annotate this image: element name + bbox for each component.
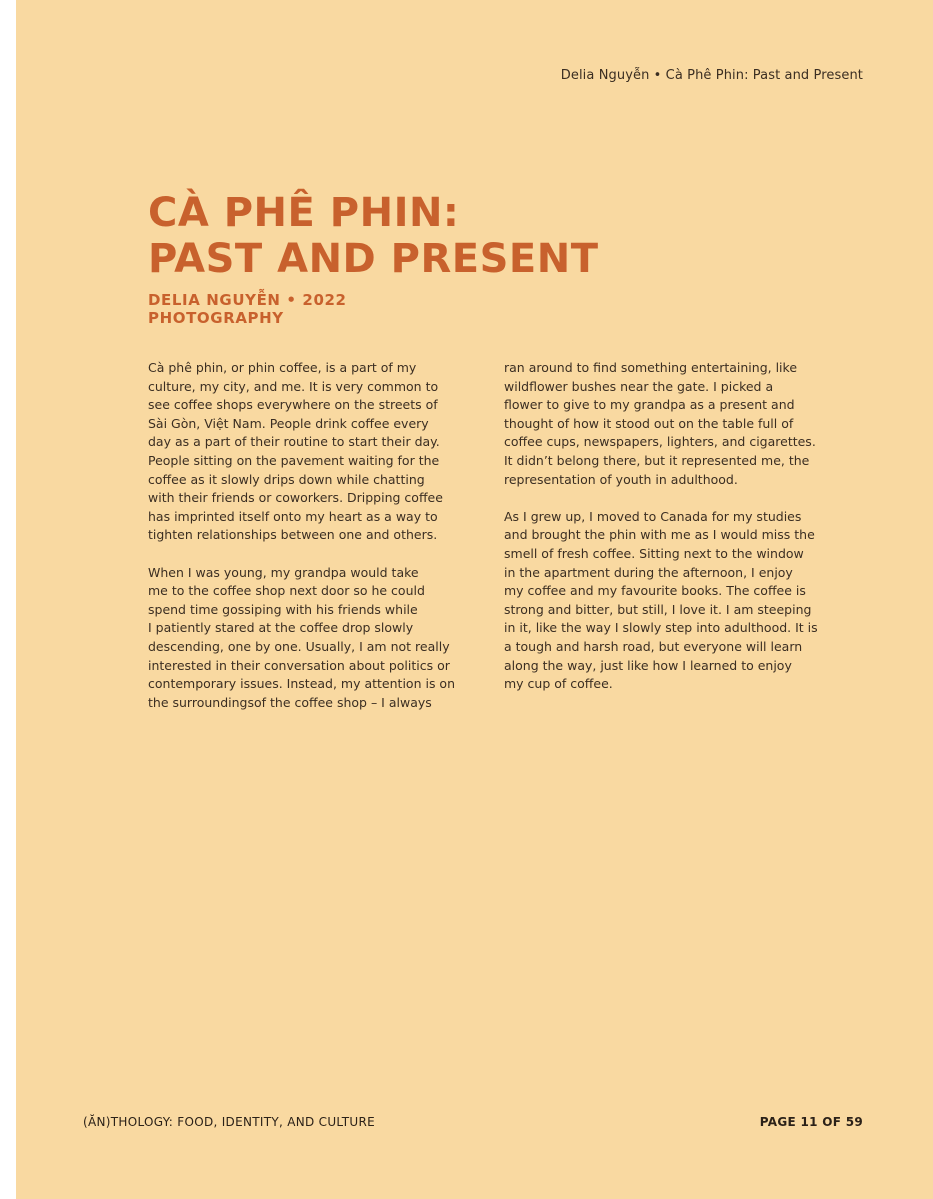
magazine-page [16,0,933,1199]
text-line: my coffee and my favourite books. The coffee is [504,583,806,599]
paragraph [504,508,818,694]
text-line: and brought the phin with me as I would miss the [504,527,815,543]
publication-footer: (ĂN)THOLOGY: FOOD, IDENTITY, AND CULTURE [83,1115,375,1129]
text-line: see coffee shops everywhere on the streets of [148,397,438,413]
paragraph [504,359,814,489]
text-line: wildflower bushes near the gate. I picked a [504,378,774,394]
text-line: As I grew up, I moved to Canada for my studies [504,508,802,524]
text-line: spend time gossiping with his friends while [148,601,418,617]
byline-category: PHOTOGRAPHY [148,309,284,327]
text-line: in the apartment during the afternoon, I enjoy [504,564,793,580]
text-line: When I was young, my grandpa would take [148,564,419,580]
text-line: descending, one by one. Usually, I am not really [148,638,450,654]
text-line: day as a part of their routine to start their day. [148,434,440,450]
text-line: along the way, just like how I learned to enjoy [504,657,792,673]
body-column-left [148,359,458,731]
text-line: the surroundingsof the coffee shop – I always [148,694,432,710]
text-line: in it, like the way I slowly step into adulthood. It is [504,620,818,636]
text-line: with their friends or coworkers. Dripping coffee [148,490,443,506]
text-line: It didn’t belong there, but it represented me, the [504,452,810,468]
paragraph [148,564,458,713]
text-line: flower to give to my grandpa as a present and [504,397,795,413]
text-line: contemporary issues. Instead, my attention is on [148,676,455,692]
text-line: I patiently stared at the coffee drop slowly [148,620,414,636]
byline [148,291,347,327]
text-line: People sitting on the pavement waiting for the [148,452,440,468]
text-line: strong and bitter, but still, I love it. I am steeping [504,601,812,617]
text-line: tighten relationships between one and others. [148,527,438,543]
text-line: representation of youth in adulthood. [504,471,738,487]
text-line: Sài Gòn, Việt Nam. People drink coffee every [148,415,429,431]
page-number: PAGE 11 OF 59 [759,1115,863,1129]
text-line: coffee cups, newspapers, lighters, and cigarettes. [504,434,816,450]
article-title-line-2: PAST AND PRESENT [148,236,599,282]
article-title [148,190,599,282]
text-line: culture, my city, and me. It is very common to [148,378,439,394]
text-line: ran around to find something entertaining, like [504,360,798,375]
text-line: interested in their conversation about politics or [148,657,450,673]
text-line: me to the coffee shop next door so he could [148,583,425,599]
text-line: thought of how it stood out on the table full of [504,415,794,431]
text-line: my cup of coffee. [504,676,613,692]
text-line: smell of fresh coffee. Sitting next to the window [504,545,804,561]
paragraph [148,359,458,545]
article-title-line-1: CÀ PHÊ PHIN: [148,190,460,236]
text-line: has imprinted itself onto my heart as a way to [148,508,438,524]
body-column-right [504,359,818,712]
byline-author-year: DELIA NGUYỄN • 2022 [148,291,347,309]
text-line: Cà phê phin, or phin coffee, is a part of my [148,360,417,375]
text-line: coffee as it slowly drips down while chatting [148,471,425,487]
running-header: Delia Nguyễn • Cà Phê Phin: Past and Present [560,68,863,83]
text-line: a tough and harsh road, but everyone will learn [504,638,803,654]
